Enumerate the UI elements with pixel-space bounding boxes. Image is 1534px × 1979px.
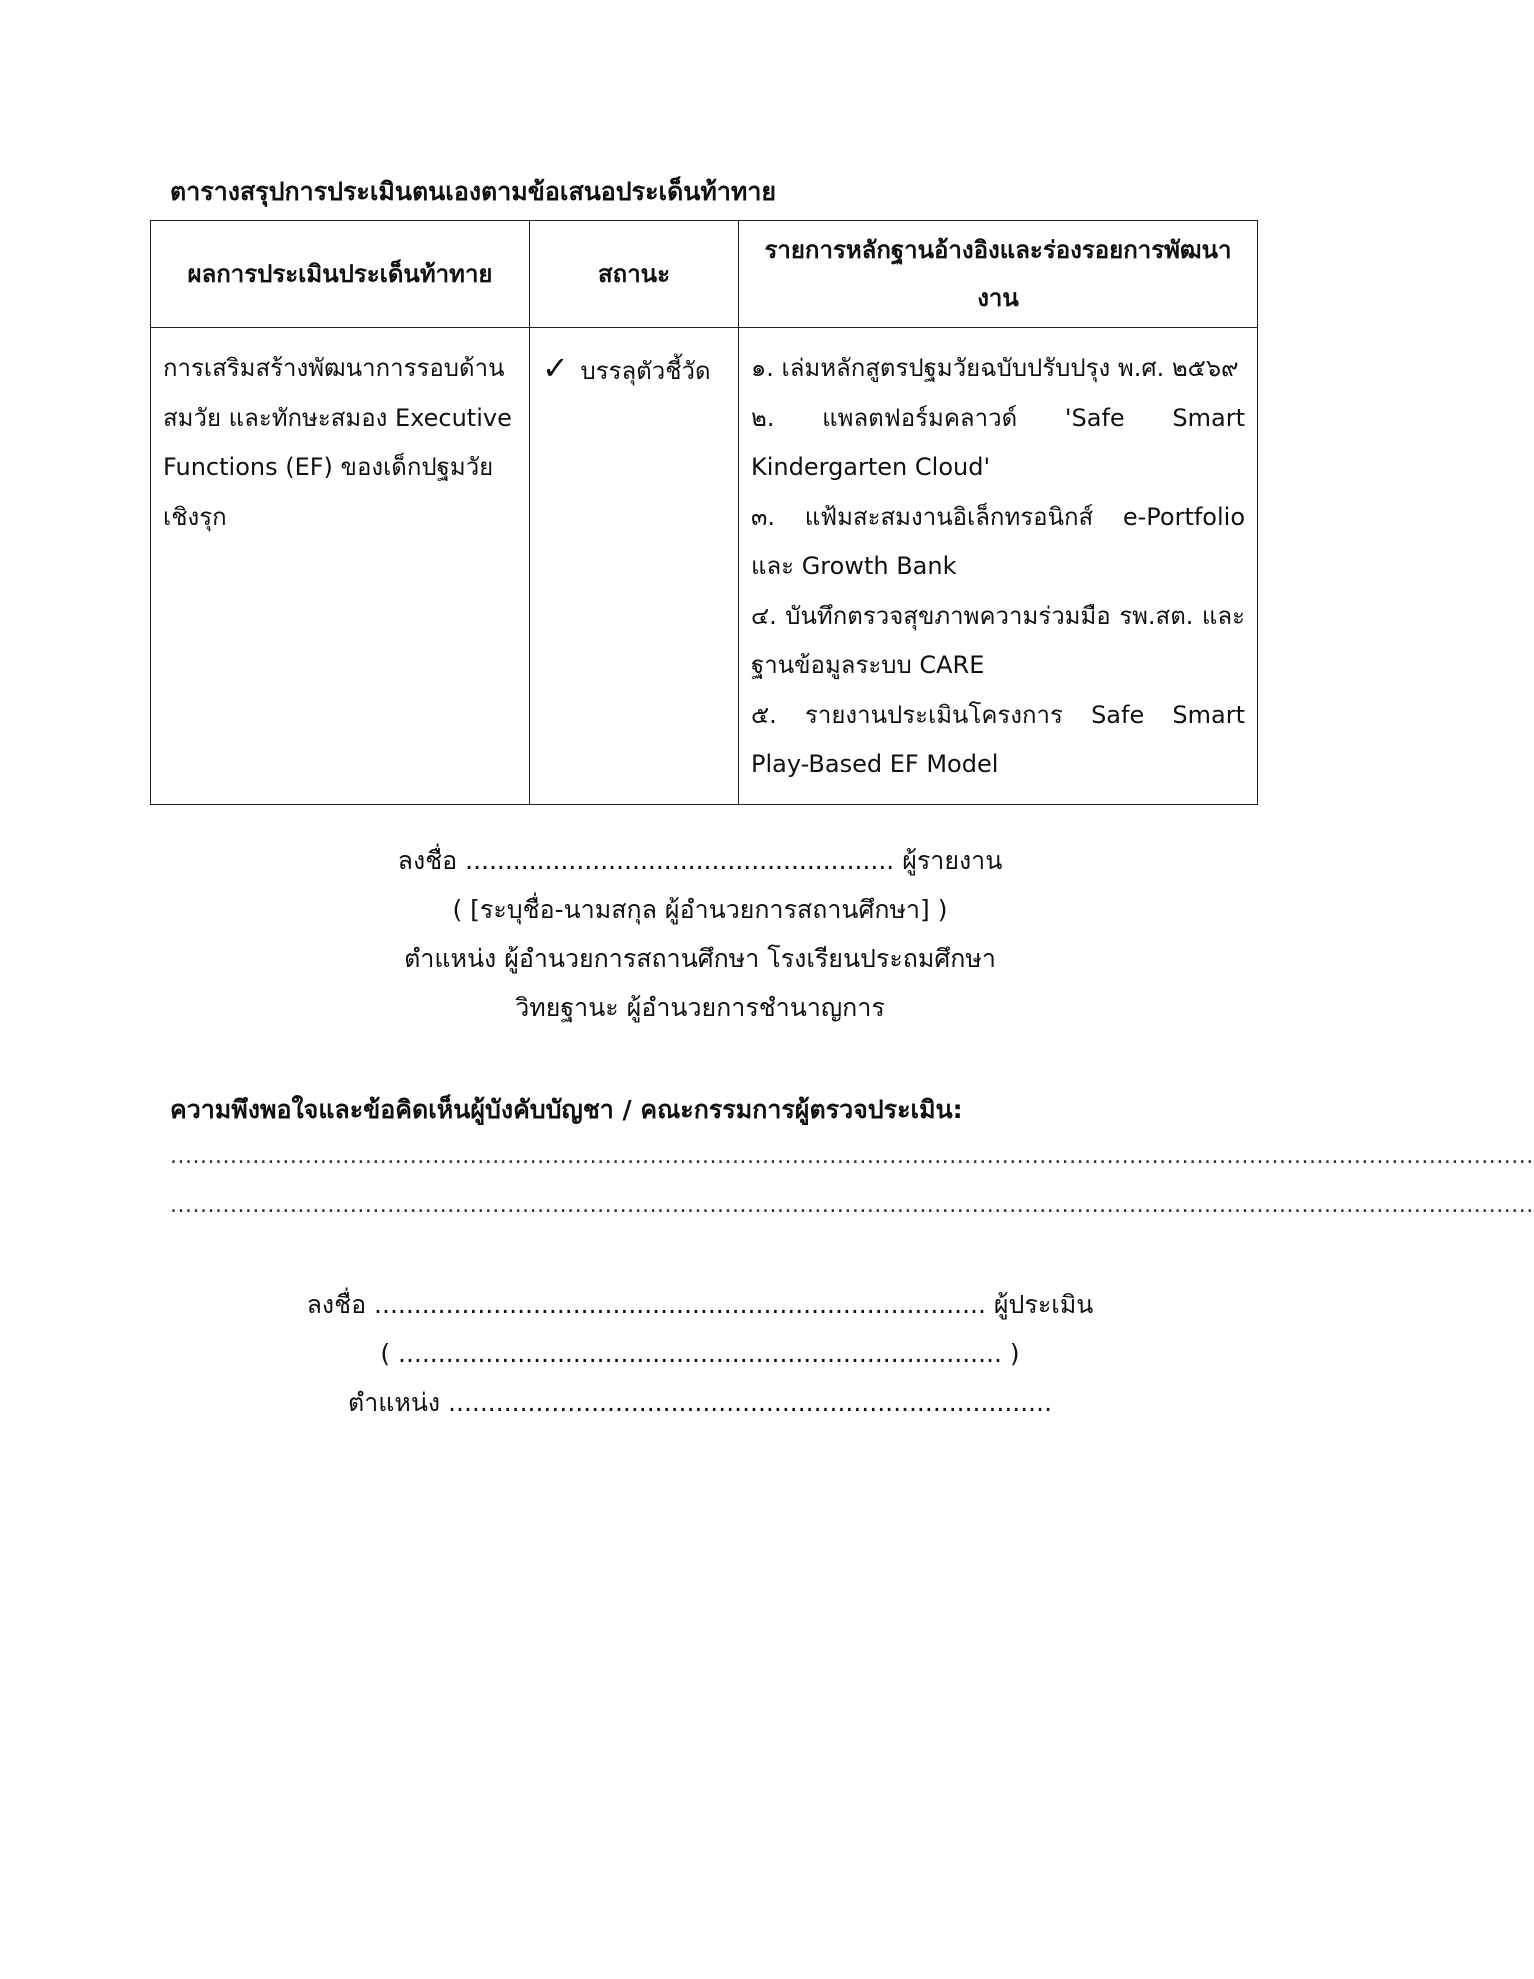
reporter-name-line: ( [ระบุชื่อ-นามสกุล ผู้อำนวยการสถานศึกษา] ) <box>452 895 948 924</box>
reporter-signature-block <box>0 836 1400 1032</box>
header-result: ผลการประเมินประเด็นท้าทาย <box>151 221 530 328</box>
header-evidence: รายการหลักฐานอ้างอิงและร่องรอยการพัฒนางาน <box>739 221 1258 328</box>
result-cell: การเสริมสร้างพัฒนาการรอบด้านสมวัย และทักษะสมอง Executive Functions (EF) ของเด็กปฐมวัยเชิงรุก <box>151 328 530 805</box>
evidence-item: ๕. รายงานประเมินโครงการ Safe Smart Play-Based EF Model <box>751 700 1245 778</box>
reporter-sign-line: ลงชื่อ ...................................................... ผู้รายงาน <box>397 846 1003 875</box>
evaluator-signature-block <box>0 1280 1400 1427</box>
evidence-cell <box>739 328 1258 805</box>
table-header-row <box>151 221 1258 328</box>
comment-heading: ความพึงพอใจและข้อคิดเห็นผู้บังคับบัญชา / คณะกรรมการผู้ตรวจประเมิน: <box>170 1095 963 1124</box>
reporter-position-line: ตำแหน่ง ผู้อำนวยการสถานศึกษา โรงเรียนประถมศึกษา <box>404 944 996 973</box>
reporter-rank-line: วิทยฐานะ ผู้อำนวยการชำนาญการ <box>515 993 885 1022</box>
table-title: ตารางสรุปการประเมินตนเองตามข้อเสนอประเด็นท้าทาย <box>170 177 777 206</box>
evidence-item: ๔. บันทึกตรวจสุขภาพความร่วมมือ รพ.สต. และฐานข้อมูลระบบ CARE <box>751 601 1245 679</box>
assessment-summary-table <box>150 220 1258 805</box>
status-cell <box>530 328 739 805</box>
comment-dotted-line: ...................................................................................................................................................................................... <box>170 1144 1534 1169</box>
header-status: สถานะ <box>530 221 739 328</box>
evidence-item: ๓. แฟ้มสะสมงานอิเล็กทรอนิกส์ e-Portfolio และ Growth Bank <box>751 502 1245 580</box>
evaluator-name-line: ( ............................................................................ ) <box>380 1339 1020 1368</box>
evaluator-sign-line: ลงชื่อ ............................................................................. ผู้ประเมิน <box>306 1290 1094 1319</box>
evaluator-position-line: ตำแหน่ง ............................................................................ <box>347 1388 1053 1417</box>
evidence-item: ๑. เล่มหลักสูตรปฐมวัยฉบับปรับปรุง พ.ศ. ๒๕๖๙ <box>751 354 1239 382</box>
table-row <box>151 328 1258 805</box>
comment-dotted-line: ...................................................................................................................................................................................... <box>170 1193 1534 1218</box>
checkmark-icon: ✓ <box>542 349 569 387</box>
evidence-item: ๒. แพลตฟอร์มคลาวด์ 'Safe Smart Kindergarten Cloud' <box>751 403 1245 481</box>
status-text: บรรลุตัวชี้วัด <box>580 357 711 385</box>
